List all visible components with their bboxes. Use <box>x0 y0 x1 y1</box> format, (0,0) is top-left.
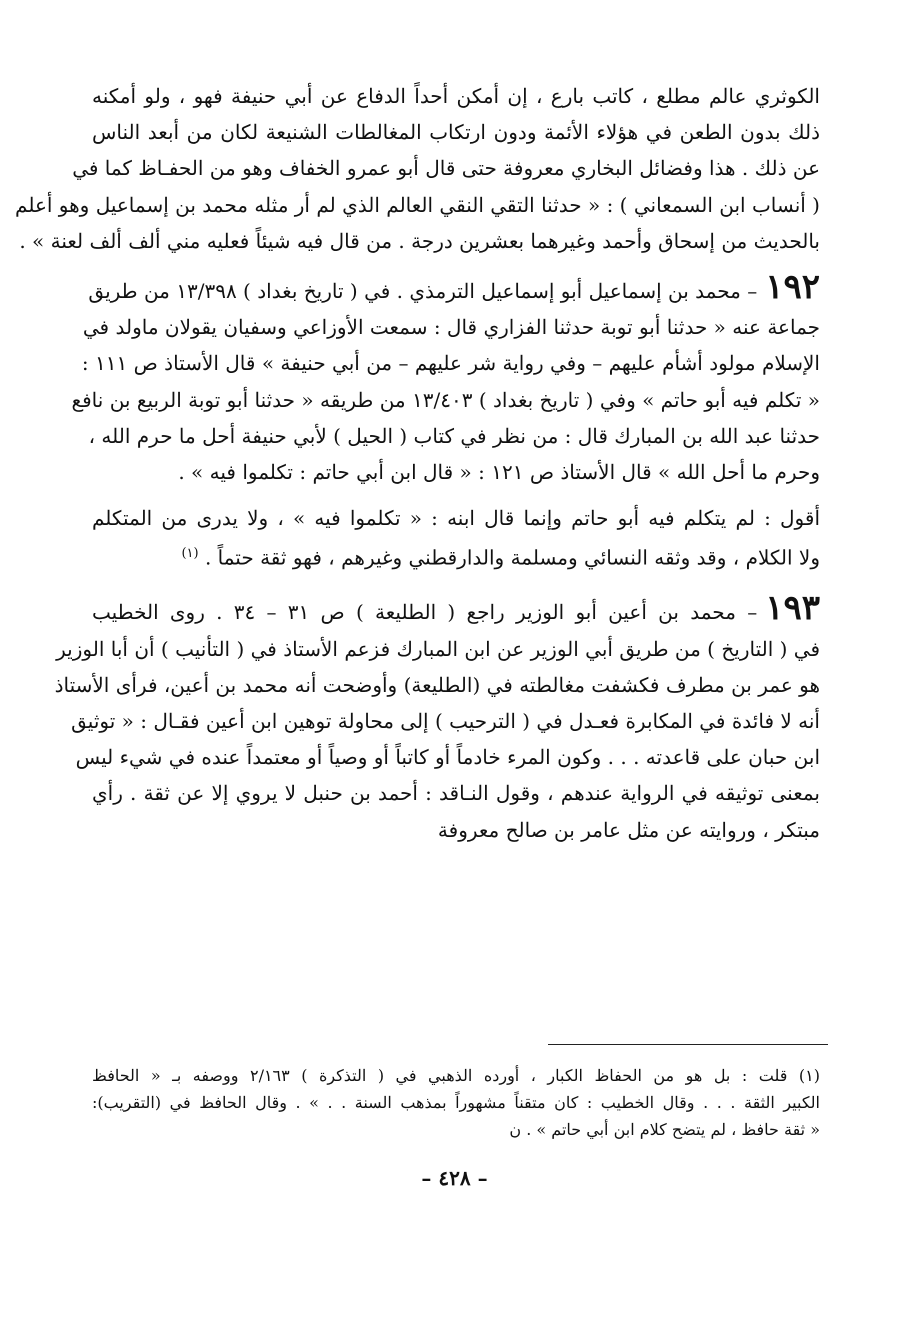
footnote-line: الكبير الثقة . . . وقال الخطيب : كان متقناً مشهوراً بمذهب السنة . . » . وقال الحافظ في (التقريب): <box>92 1093 820 1112</box>
entry-number: ١٩٣ <box>765 588 820 629</box>
footnote-divider <box>548 1044 828 1045</box>
text-line: عن ذلك . هذا وفضائل البخاري معروفة حتى قال أبو عمرو الخفاف وهو من الحفـاظ كما في <box>72 156 820 181</box>
text-line: في ( التاريخ ) من طريق أبي الوزير عن ابن المبارك فزعم الأستاذ في ( التأنيب ) أن أبا الوزير <box>56 636 820 661</box>
entry-number: ١٩٢ <box>765 267 820 308</box>
page-number: – ٤٢٨ – <box>421 1166 488 1190</box>
text-line: بمعنى توثيقه في الرواية عندهم ، وقول النـاقد : أحمد بن حنبل لا يروي إلا عن ثقة . رأي <box>92 781 820 806</box>
text-line: بالحديث من إسحاق وأحمد وغيرهما بعشرين درجة . من قال فيه شيئاً فعليه مني ألف ألف لعنة » . <box>19 228 820 253</box>
text-line: أنه لا فائدة في المكابرة فعـدل في ( الترحيب ) إلى محاولة توهين ابن أعين فقـال : « توثيق <box>71 708 820 733</box>
page-body <box>15 78 821 848</box>
text-line <box>92 536 820 576</box>
entry-title: – محمد بن إسماعيل أبو إسماعيل الترمذي . في ( تاريخ بغداد ) ١٣/٣٩٨ من طريق <box>88 279 758 304</box>
text-line: حدثنا عبد الله بن المبارك قال : من نظر في كتاب ( الحيل ) لأبي حنيفة أحل ما حرم الله ، <box>88 423 820 448</box>
text-line: ابن حبان على قاعدته . . . وكون المرء خادماً أو كاتباً أو وصياً أو معتمداً عنده في شيء ليس <box>75 745 820 770</box>
text-line: ذلك بدون الطعن في هؤلاء الأئمة ودون ارتكاب المغالطات الشنيعة لكان من أبعد الناس <box>92 120 820 145</box>
entry-heading-line <box>92 590 820 630</box>
text-line: مبتكر ، وروايته عن مثل عامر بن صالح معروفة <box>437 817 820 842</box>
text-line: وحرم ما أحل الله » قال الأستاذ ص ١٢١ : « قال ابن أبي حاتم : تكلموا فيه » . <box>178 460 820 485</box>
text-line: « تكلم فيه أبو حاتم » وفي ( تاريخ بغداد ) ١٣/٤٠٣ من طريقه « حدثنا أبو توبة الربيع بن نافع <box>71 387 820 412</box>
entry-heading-line <box>88 267 820 309</box>
footnote-line: (١) قلت : بل هو من الحفاظ الكبار ، أورده الذهبي في ( التذكرة ) ٢/١٦٣ ووصفه بـ « الحافظ <box>92 1066 820 1085</box>
reply-192 <box>92 500 820 576</box>
text-line: الإسلام مولود أشأم عليهم – وفي رواية شر عليهم – من أبي حنيفة » قال الأستاذ ص ١١١ : <box>81 351 820 376</box>
entry-192 <box>71 267 820 490</box>
entry-193 <box>54 588 820 847</box>
entry-title: – محمد بن أعين أبو الوزير راجع ( الطليعة ) ص ٣١ – ٣٤ . روى الخطيب <box>92 600 758 625</box>
text-line: ( أنساب ابن السمعاني ) : « حدثنا التقي النقي العالم الذي لم أر مثله محمد بن إسماعيل وهو أعلم <box>15 192 820 217</box>
text-line: أقول : لم يتكلم فيه أبو حاتم وإنما قال ابنه : « تكلموا فيه » ، ولا يدرى من المتكلم <box>92 506 821 531</box>
text-line: هو عمر بن مطرف فكشفت مغالطته في (الطليعة) وأوضحت أنه محمد بن أعين، فرأى الأستاذ <box>54 672 820 697</box>
reply-last-text: ولا الكلام ، وقد وثقه النسائي ومسلمة والدارقطني وغيرهم ، فهو ثقة حتماً . <box>204 546 820 571</box>
footnote-block <box>92 1062 820 1143</box>
text-line: الكوثري عالم مطلع ، كاتب بارع ، إن أمكن أحداً الدفاع عن أبي حنيفة فهو ، ولو أمكنه <box>92 84 820 108</box>
intro-paragraph <box>15 78 820 259</box>
footnote-reference: (١) <box>181 546 199 562</box>
text-line: جماعة عنه « حدثنا أبو توبة حدثنا الفزاري قال : سمعت الأوزاعي وسفيان يقولان ماولد في <box>82 315 820 340</box>
footnote-line: « ثقة حافظ ، لم يتضح كلام ابن أبي حاتم » . ن <box>509 1120 820 1139</box>
